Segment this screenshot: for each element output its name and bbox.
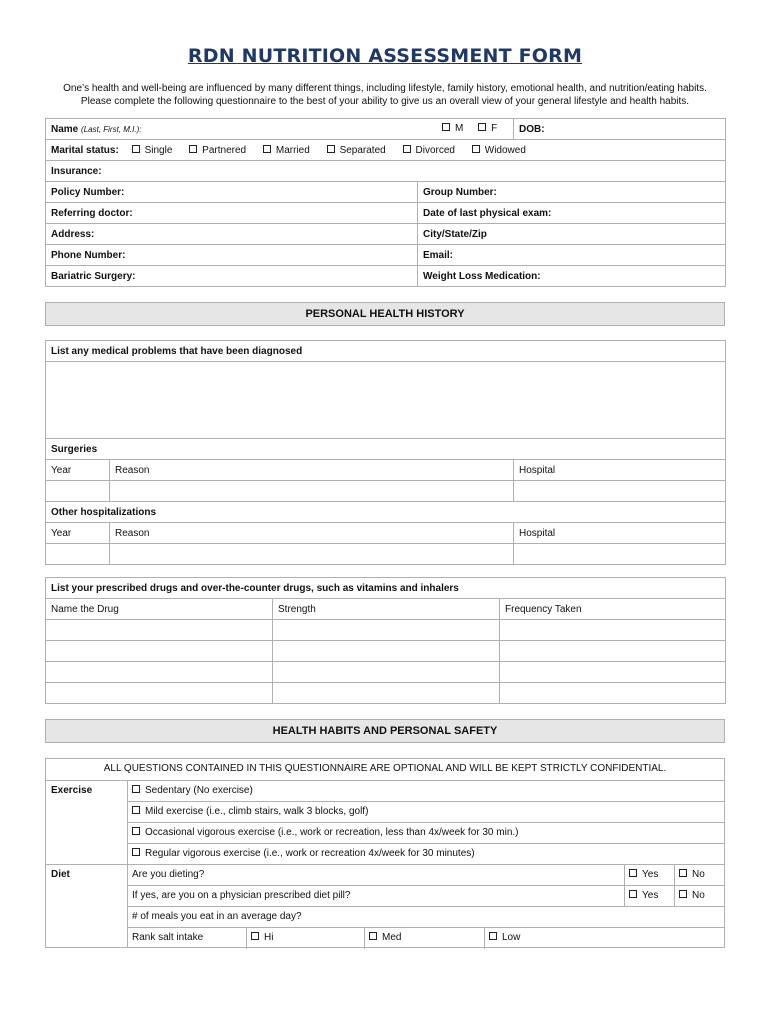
insurance-label: Insurance: <box>51 165 102 177</box>
intro-line-1: One’s health and well-being are influenced by many different things, including lifestyle, family history, emotional health, and nutrition/eating habits. <box>63 83 707 94</box>
diet-pill-no-option[interactable]: No <box>674 886 710 907</box>
name-label: Name <box>51 123 79 135</box>
surgeries-label: Surgeries <box>46 439 726 460</box>
marital-married-checkbox[interactable] <box>263 145 271 153</box>
marital-partnered-checkbox[interactable] <box>189 145 197 153</box>
personal-info-table <box>45 118 726 287</box>
bariatric-label: Bariatric Surgery: <box>51 270 136 282</box>
drug-frequency-input[interactable] <box>500 683 726 704</box>
medical-problems-input[interactable] <box>46 362 726 439</box>
dieting-yes-option[interactable]: Yes <box>624 865 663 886</box>
drug-name-header: Name the Drug <box>46 599 273 620</box>
health-history-table <box>45 340 726 565</box>
city-state-zip-field[interactable] <box>418 224 726 245</box>
medical-problems-label: List any medical problems that have been diagnosed <box>46 341 726 362</box>
bariatric-field[interactable] <box>46 266 418 287</box>
marital-status-row <box>46 140 726 161</box>
salt-hi-option[interactable]: Hi <box>246 928 278 949</box>
marital-option: Married <box>275 144 310 156</box>
marital-option: Separated <box>339 144 386 156</box>
diet-pill-question: If yes, are you on a physician prescribed diet pill? <box>132 890 351 901</box>
surgeries-year-header: Year <box>46 460 110 481</box>
salt-intake-label: Rank salt intake <box>132 932 204 943</box>
drug-frequency-input[interactable] <box>500 641 726 662</box>
last-exam-label: Date of last physical exam: <box>423 207 552 219</box>
health-habits-header: HEALTH HABITS AND PERSONAL SAFETY <box>45 719 725 743</box>
email-field[interactable] <box>418 245 726 266</box>
weight-med-label: Weight Loss Medication: <box>423 270 541 282</box>
dieting-no-option[interactable]: No <box>674 865 710 886</box>
confidential-notice: ALL QUESTIONS CONTAINED IN THIS QUESTIONNAIRE ARE OPTIONAL AND WILL BE KEPT STRICTLY CONFIDENTIAL. <box>103 763 667 774</box>
surgeries-reason-header: Reason <box>110 460 514 481</box>
group-number-field[interactable] <box>418 182 726 203</box>
hosp-hospital-header: Hospital <box>514 523 726 544</box>
city-label: City/State/Zip <box>423 228 487 240</box>
email-label: Email: <box>423 249 454 261</box>
address-field[interactable] <box>46 224 418 245</box>
hosp-year-input[interactable] <box>46 544 110 565</box>
drug-frequency-input[interactable] <box>500 620 726 641</box>
dob-label: DOB: <box>519 123 545 135</box>
dob-field[interactable] <box>514 119 726 140</box>
marital-option: Widowed <box>484 144 526 156</box>
exercise-option-occasional[interactable]: Occasional vigorous exercise (i.e., work or recreation, less than 4x/week for 30 min.) <box>127 823 524 844</box>
policy-number-field[interactable] <box>46 182 418 203</box>
drug-frequency-input[interactable] <box>500 662 726 683</box>
sex-f-checkbox[interactable] <box>478 123 486 131</box>
drug-name-input[interactable] <box>46 641 273 662</box>
weight-med-field[interactable] <box>418 266 726 287</box>
marital-separated-checkbox[interactable] <box>327 145 335 153</box>
hosp-year-header: Year <box>46 523 110 544</box>
hosp-hospital-input[interactable] <box>514 544 726 565</box>
marital-option: Partnered <box>202 144 247 156</box>
address-label: Address: <box>51 228 95 240</box>
meals-question: # of meals you eat in an average day? <box>132 911 302 922</box>
drugs-table <box>45 577 726 704</box>
referring-label: Referring doctor: <box>51 207 133 219</box>
form-title: RDN NUTRITION ASSESSMENT FORM <box>187 45 583 67</box>
sex-m-checkbox[interactable] <box>442 123 450 131</box>
last-exam-field[interactable] <box>418 203 726 224</box>
dieting-question: Are you dieting? <box>132 869 205 880</box>
drug-name-input[interactable] <box>46 662 273 683</box>
intro-text <box>30 82 740 108</box>
surgeries-reason-input[interactable] <box>110 481 514 502</box>
policy-label: Policy Number: <box>51 186 125 198</box>
phone-label: Phone Number: <box>51 249 126 261</box>
sex-f-label: F <box>491 123 498 134</box>
marital-label: Marital status: <box>51 144 119 156</box>
group-label: Group Number: <box>423 186 497 198</box>
marital-option: Divorced <box>415 144 455 156</box>
drug-strength-input[interactable] <box>273 641 500 662</box>
exercise-option-sedentary[interactable]: Sedentary (No exercise) <box>127 781 258 802</box>
surgeries-hospital-header: Hospital <box>514 460 726 481</box>
marital-divorced-checkbox[interactable] <box>403 145 411 153</box>
drug-frequency-header: Frequency Taken <box>500 599 726 620</box>
drug-strength-header: Strength <box>273 599 500 620</box>
name-field[interactable] <box>46 119 514 140</box>
exercise-option-regular[interactable]: Regular vigorous exercise (i.e., work or recreation 4x/week for 30 minutes) <box>127 844 480 865</box>
name-hint: (Last, First, M.I.): <box>81 124 142 134</box>
drugs-label: List your prescribed drugs and over-the-counter drugs, such as vitamins and inhalers <box>46 578 726 599</box>
exercise-option-mild[interactable]: Mild exercise (i.e., climb stairs, walk 3 blocks, golf) <box>127 802 373 823</box>
intro-line-2: Please complete the following questionnaire to the best of your ability to give us an overall view of your general lifestyle and health habits. <box>80 96 690 107</box>
salt-med-option[interactable]: Med <box>364 928 406 949</box>
diet-pill-yes-option[interactable]: Yes <box>624 886 663 907</box>
drug-strength-input[interactable] <box>273 620 500 641</box>
sex-m-label: M <box>455 123 464 134</box>
marital-widowed-checkbox[interactable] <box>472 145 480 153</box>
hosp-reason-header: Reason <box>110 523 514 544</box>
health-history-header: PERSONAL HEALTH HISTORY <box>45 302 725 326</box>
hospitalizations-label: Other hospitalizations <box>46 502 726 523</box>
insurance-field[interactable] <box>46 161 726 182</box>
surgeries-hospital-input[interactable] <box>514 481 726 502</box>
health-habits-box <box>45 758 725 948</box>
exercise-label: Exercise <box>51 785 93 796</box>
drug-name-input[interactable] <box>46 620 273 641</box>
drug-strength-input[interactable] <box>273 662 500 683</box>
salt-low-option[interactable]: Low <box>484 928 525 949</box>
drug-name-input[interactable] <box>46 683 273 704</box>
phone-field[interactable] <box>46 245 418 266</box>
hosp-reason-input[interactable] <box>110 544 514 565</box>
marital-option: Single <box>144 144 173 156</box>
drug-strength-input[interactable] <box>273 683 500 704</box>
referring-doctor-field[interactable] <box>46 203 418 224</box>
surgeries-year-input[interactable] <box>46 481 110 502</box>
diet-label: Diet <box>51 869 70 880</box>
marital-single-checkbox[interactable] <box>132 145 140 153</box>
